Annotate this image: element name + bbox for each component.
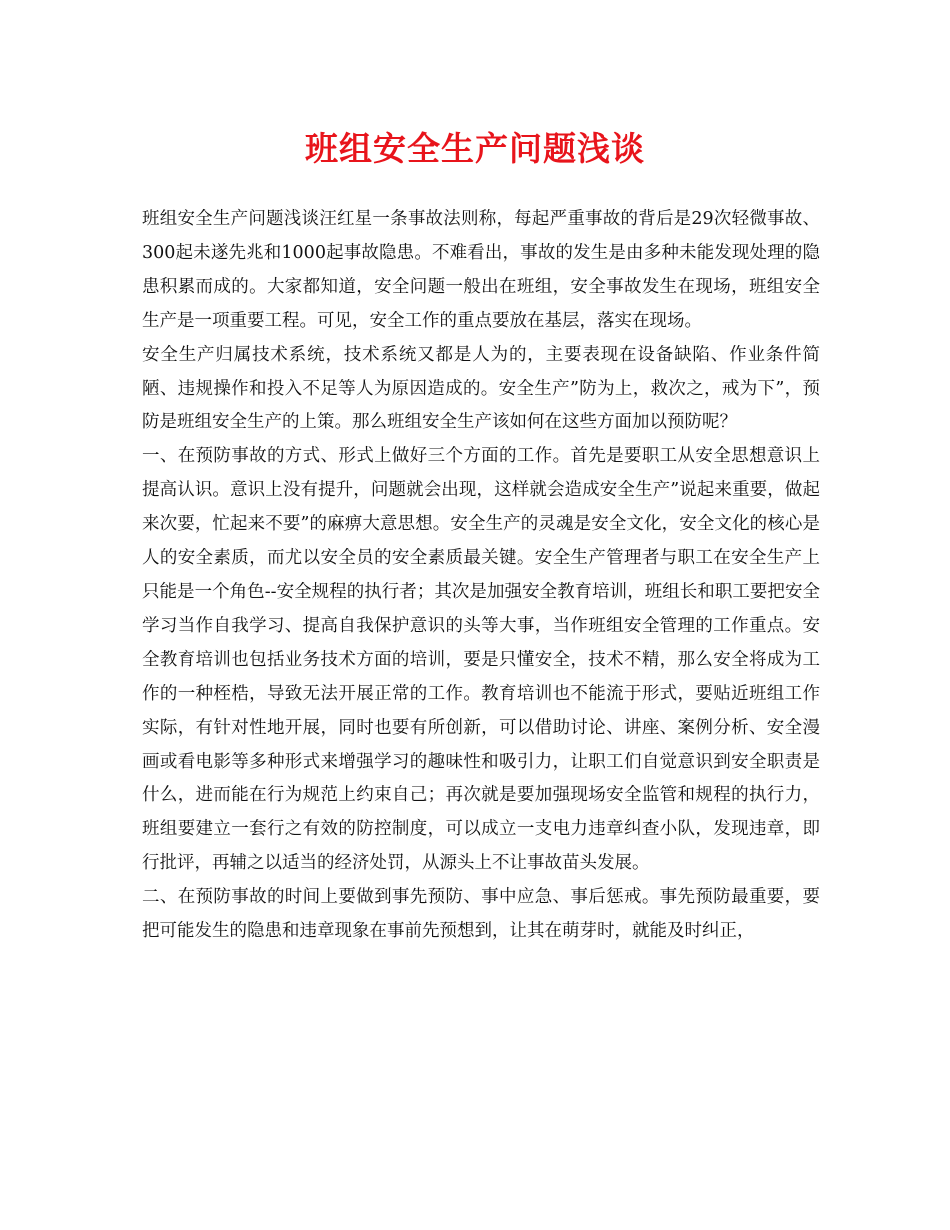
paragraph-technical-system: 安全生产归属技术系统，技术系统又都是人为的，主要表现在设备缺陷、作业条件简陋、违规操作和投入不足等人为原因造成的。安全生产”防为上，救次之，戒为下”，预防是班组安全生产的上策。那么班组安全生产该如何在这些方面加以预防呢？ [142,344,820,433]
paragraph-section-two: 二、在预防事故的时间上要做到事先预防、事中应急、事后惩戒。事先预防最重要，要把可能发生的隐患和违章现象在事前先预想到，让其在萌芽时，就能及时纠正， [142,887,820,942]
paragraph-section-one: 一、在预防事故的方式、形式上做好三个方面的工作。首先是要职工从安全思想意识上提高认识。意识上没有提升，问题就会出现，这样就会造成安全生产”说起来重要，做起来次要，忙起来不要”的麻痹大意思想。安全生产的灵魂是安全文化，安全文化的核心是人的安全素质，而尤以安全员的安全素质最关键。安全生产管理者与职工在安全生产上只能是一个角色--安全规程的执行者；其次是加强安全教育培训，班组长和职工要把安全学习当作自我学习、提高自我保护意识的头等大事，当作班组安全管理的工作重点。安全教育培训也包括业务技术方面的培训，要是只懂安全，技术不精，那么安全将成为工作的一种桎梏，导致无法开展正常的工作。教育培训也不能流于形式，要贴近班组工作实际，有针对性地开展，同时也要有所创新，可以借助讨论、讲座、案例分析、安全漫画或看电影等多种形式来增强学习的趣味性和吸引力，让职工们自觉意识到安全职责是什么，进而能在行为规范上约束自己；再次就是要加强现场安全监管和规程的执行力，班组要建立一套行之有效的防控制度，可以成立一支电力违章纠查小队，发现违章，即行批评，再辅之以适当的经济处罚，从源头上不让事故苗头发展。 [142,446,820,874]
paragraph-intro: 班组安全生产问题浅谈汪红星一条事故法则称，每起严重事故的背后是29次轻微事故、300起未遂先兆和1000起事故隐患。不难看出，事故的发生是由多种未能发现处理的隐患积累而成的。大家都知道，安全问题一般出在班组，安全事故发生在现场，班组安全生产是一项重要工程。可见，安全工作的重点要放在基层，落实在现场。 [142,209,820,331]
document-title: 班组安全生产问题浅谈 [305,129,645,168]
document-body [142,203,820,949]
